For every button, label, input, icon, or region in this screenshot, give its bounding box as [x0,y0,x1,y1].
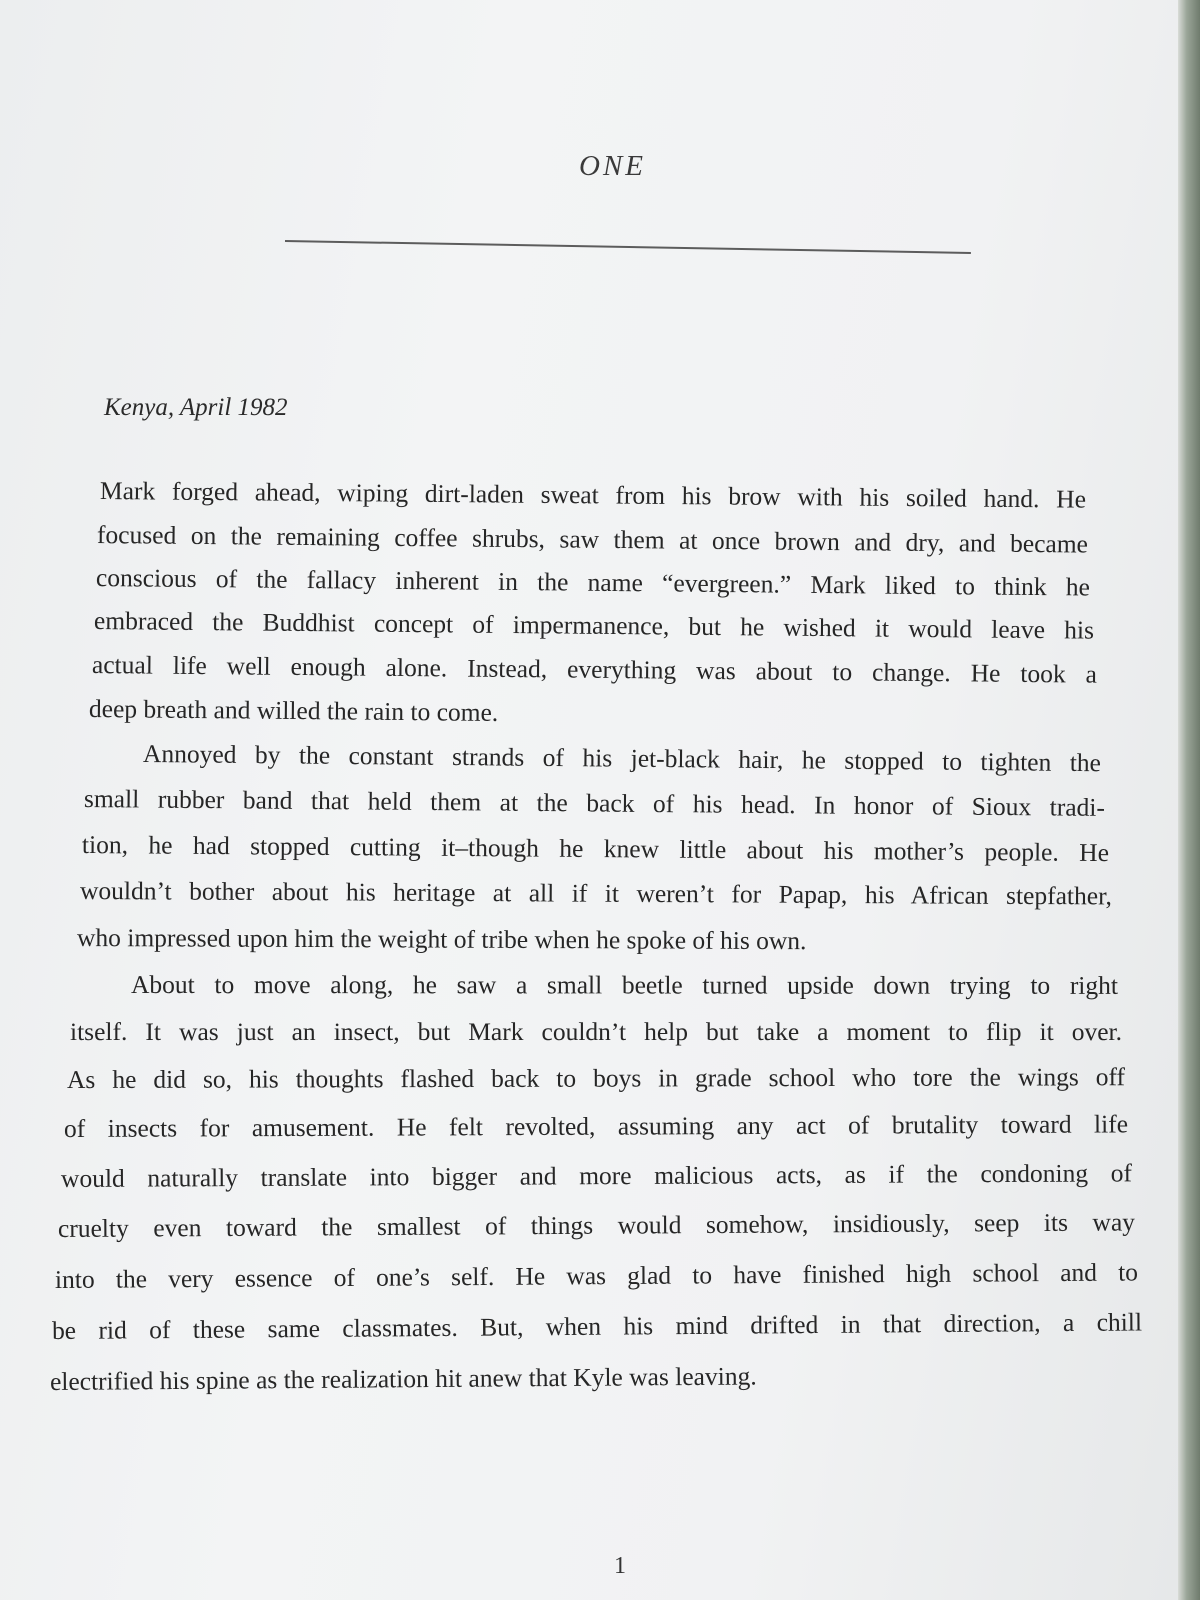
text-line: of insects for amusement. He felt revolted, assuming any act of brutality toward life [63,1109,1129,1143]
text-line: into the very essence of one’s self. He was glad to have finished high school and to [54,1257,1139,1294]
text-line: About to move along, he saw a small beetle turned upside down trying to right [130,970,1119,1000]
text-line: cruelty even toward the smallest of things would somehow, insidiously, seep its way [57,1207,1136,1243]
text-line: itself. It was just an insect, but Mark couldn’t help but take a moment to flip it over. [70,1017,1122,1046]
text-line: conscious of the fallacy inherent in the name “evergreen.” Mark liked to think he [95,563,1091,602]
text-line: As he did so, his thoughts flashed back to boys in grade school who tore the wings off [66,1062,1126,1094]
text-line: small rubber band that held them at the back of his head. In honor of Sioux tradi- [83,784,1106,822]
text-line: Annoyed by the constant strands of his jet-black hair, he stopped to tighten the [142,739,1102,778]
text-line: actual life well enough alone. Instead, everything was about to change. He took a [91,650,1098,689]
text-line: focused on the remaining coffee shrubs, saw them at once brown and dry, and became [96,520,1089,559]
page-number: 1 [614,1553,626,1579]
chapter-title: ONE [579,150,646,182]
text-line: would naturally translate into bigger and more malicious acts, as if the condoning of [60,1158,1133,1193]
text-line: tion, he had stopped cutting it–though he knew little about his mother’s people. He [81,830,1110,868]
text-line: wouldn’t bother about his heritage at all if it weren’t for Papap, his African stepfather, [79,876,1113,911]
text-line: deep breath and willed the rain to come. [88,694,499,727]
page-edge [1178,0,1200,1600]
text-line: electrified his spine as the realization hit anew that Kyle was leaving. [49,1361,757,1396]
dateline: Kenya, April 1982 [104,394,288,421]
text-line: be rid of these same classmates. But, when his mind drifted in that direction, a chill [51,1307,1143,1345]
text-line: embraced the Buddhist concept of impermanence, but he wished it would leave his [93,606,1095,645]
text-line: Mark forged ahead, wiping dirt-laden sweat from his brow with his soiled hand. He [99,476,1087,514]
chapter-rule [285,240,971,254]
text-line: who impressed upon him the weight of tribe when he spoke of his own. [76,923,807,956]
